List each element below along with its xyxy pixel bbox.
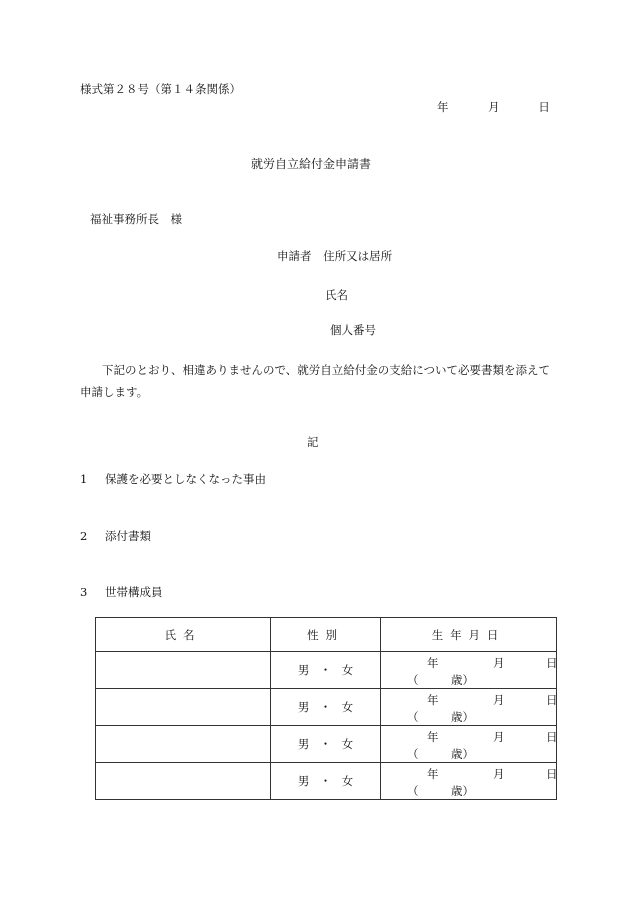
table-row — [96, 726, 557, 763]
body-paragraph: 下記のとおり、相違ありませんので、就労自立給付金の支給について必要書類を添えて申請します。 — [80, 363, 551, 399]
applicant-label: 申請者 — [277, 249, 312, 263]
dob-year-label: 年 — [427, 730, 439, 744]
sex-value: 男・女 — [297, 737, 364, 751]
dob-month-label: 月 — [493, 730, 505, 744]
dob-day-label: 日 — [546, 767, 558, 781]
age-unit-label: 歳） — [451, 710, 474, 724]
header-name: 氏名 — [96, 618, 271, 652]
addressee: 福祉事務所長 様 — [90, 212, 182, 226]
header-dob: 生年月日 — [381, 618, 557, 652]
age-open-paren: （ — [407, 747, 419, 761]
dob-month-label: 月 — [493, 656, 505, 670]
item-1-label: 保護を必要としなくなった事由 — [104, 472, 266, 486]
age-unit-label: 歳） — [451, 673, 474, 687]
dob-year-label: 年 — [427, 767, 439, 781]
age-open-paren: （ — [407, 784, 419, 798]
dob-day-label: 日 — [546, 730, 558, 744]
header-sex: 性別 — [271, 618, 381, 652]
age-open-paren: （ — [407, 710, 419, 724]
dob-year-label: 年 — [427, 693, 439, 707]
date-month-label: 月 — [488, 100, 500, 114]
item-2 — [80, 528, 151, 544]
member-name-cell[interactable] — [96, 652, 271, 689]
name-label: 氏名 — [325, 288, 348, 302]
age-unit-label: 歳） — [451, 784, 474, 798]
table-row — [96, 689, 557, 726]
dob-day-label: 日 — [546, 693, 558, 707]
date-day-label: 日 — [538, 100, 550, 114]
notes-heading: 記 — [307, 435, 319, 449]
dob-month-label: 月 — [493, 693, 505, 707]
item-3-label: 世帯構成員 — [104, 585, 163, 599]
age-unit-label: 歳） — [451, 747, 474, 761]
member-dob-cell[interactable] — [381, 763, 557, 800]
item-2-label: 添付書類 — [104, 529, 151, 543]
dob-month-label: 月 — [493, 767, 505, 781]
member-sex-cell[interactable] — [271, 689, 381, 726]
date-year-label: 年 — [437, 100, 449, 114]
member-name-cell[interactable] — [96, 763, 271, 800]
member-sex-cell[interactable] — [271, 726, 381, 763]
item-1 — [80, 471, 266, 487]
item-1-number: 1 — [80, 472, 88, 486]
table-row — [96, 763, 557, 800]
form-number: 様式第２８号（第１４条関係） — [80, 82, 241, 96]
table-row — [96, 652, 557, 689]
household-members-table — [95, 617, 557, 800]
member-dob-cell[interactable] — [381, 652, 557, 689]
date-line — [437, 99, 550, 115]
member-name-cell[interactable] — [96, 689, 271, 726]
item-2-number: 2 — [80, 529, 88, 543]
document-title: 就労自立給付金申請書 — [251, 157, 372, 171]
dob-day-label: 日 — [546, 656, 558, 670]
sex-value: 男・女 — [297, 700, 364, 714]
age-open-paren: （ — [407, 673, 419, 687]
applicant-line — [277, 248, 392, 264]
member-name-cell[interactable] — [96, 726, 271, 763]
item-3 — [80, 584, 162, 600]
sex-value: 男・女 — [297, 663, 364, 677]
member-dob-cell[interactable] — [381, 689, 557, 726]
sex-value: 男・女 — [297, 774, 364, 788]
table-header-row — [96, 618, 557, 652]
member-sex-cell[interactable] — [271, 652, 381, 689]
member-sex-cell[interactable] — [271, 763, 381, 800]
item-3-number: 3 — [80, 585, 88, 599]
member-dob-cell[interactable] — [381, 726, 557, 763]
address-label: 住所又は居所 — [323, 249, 393, 263]
id-number-label: 個人番号 — [330, 323, 376, 337]
dob-year-label: 年 — [427, 656, 439, 670]
